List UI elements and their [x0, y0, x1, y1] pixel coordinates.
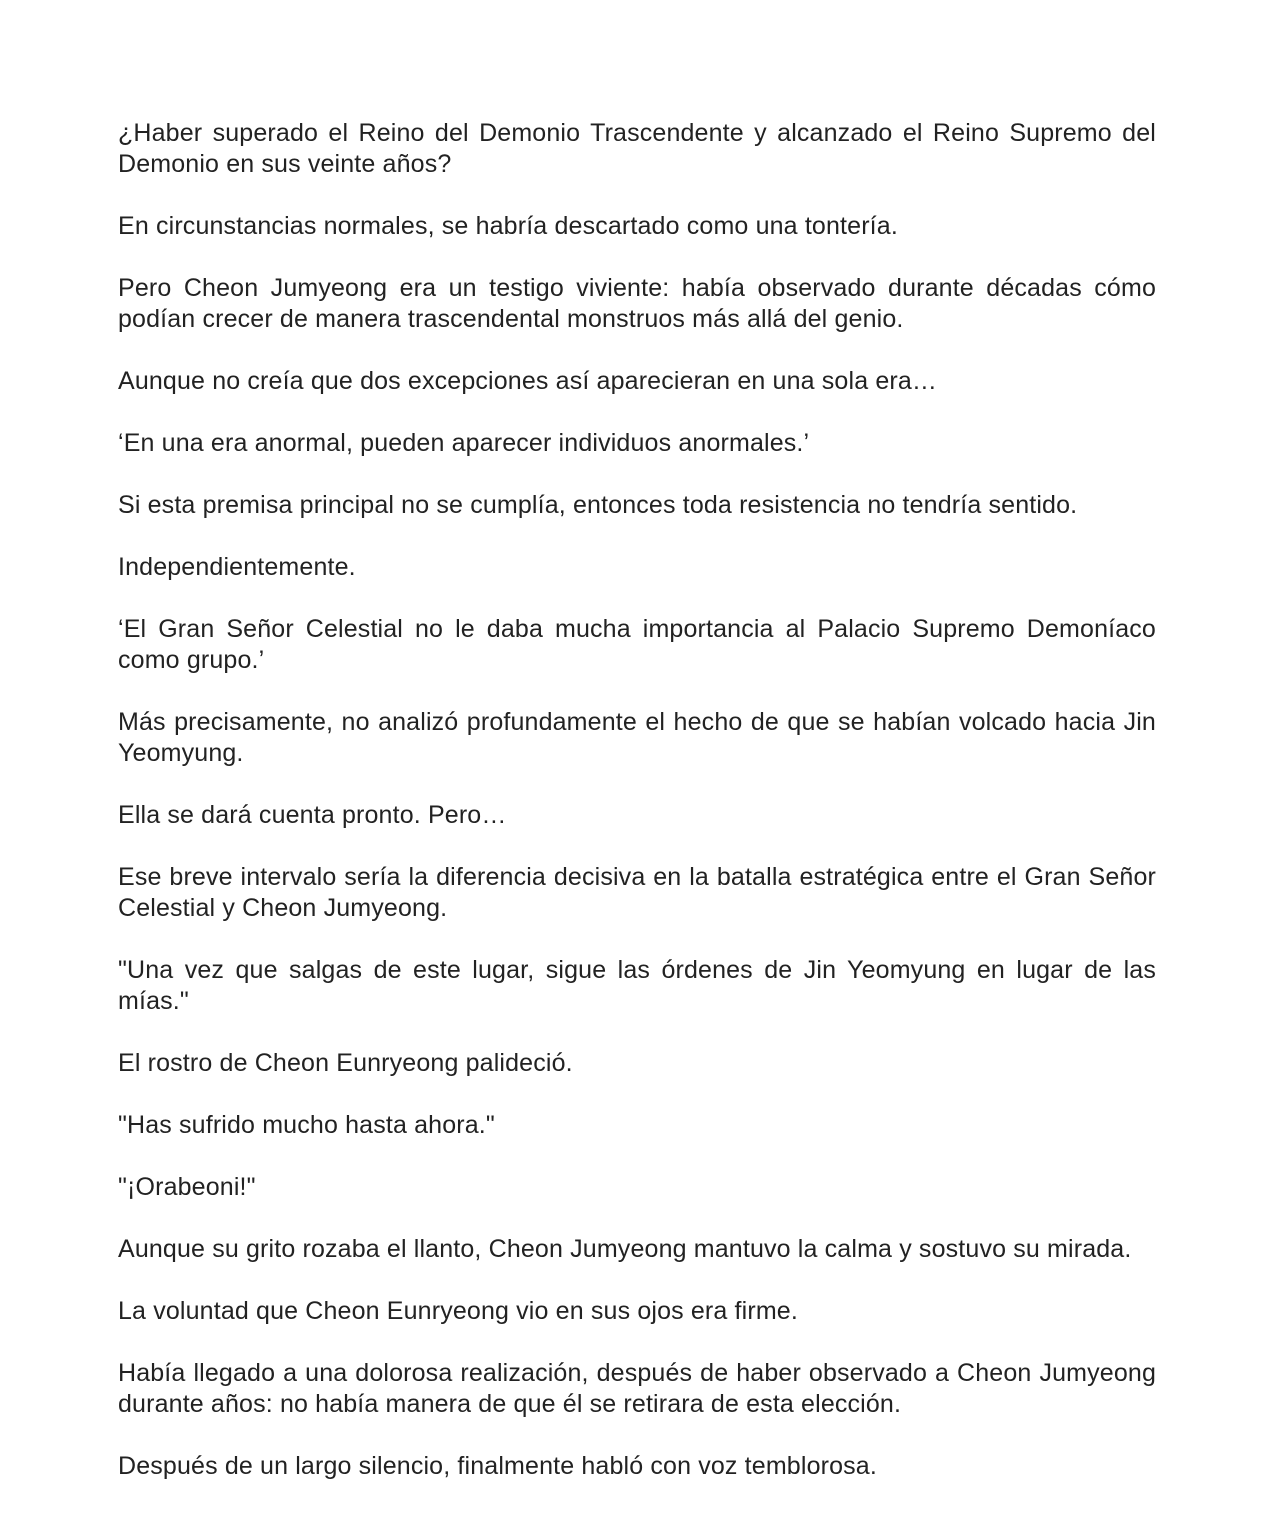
paragraph: Ella se dará cuenta pronto. Pero…	[118, 801, 507, 829]
paragraph: "Has sufrido mucho hasta ahora."	[118, 1111, 495, 1139]
paragraph: En circunstancias normales, se habría descartado como una tontería.	[118, 212, 898, 240]
paragraph: ‘En una era anormal, pueden aparecer individuos anormales.’	[118, 429, 810, 457]
paragraph: Si esta premisa principal no se cumplía, entonces toda resistencia no tendría sentido.	[118, 491, 1078, 519]
paragraph: "¡Orabeoni!"	[118, 1173, 256, 1201]
paragraph: El rostro de Cheon Eunryeong palideció.	[118, 1049, 573, 1077]
paragraph: Aunque no creía que dos excepciones así aparecieran en una sola era…	[118, 367, 938, 395]
paragraph: Independientemente.	[118, 553, 356, 581]
paragraph: Más precisamente, no analizó profundamente el hecho de que se habían volcado hacia Jin Yeomyung.	[118, 708, 1156, 767]
paragraph: Después de un largo silencio, finalmente habló con voz temblorosa.	[118, 1452, 877, 1480]
paragraph: Ese breve intervalo sería la diferencia decisiva en la batalla estratégica entre el Gran Señor Celestial y Cheon Jumyeong.	[118, 863, 1156, 922]
paragraph: "Una vez que salgas de este lugar, sigue las órdenes de Jin Yeomyung en lugar de las mías."	[118, 956, 1156, 1015]
paragraph: Había llegado a una dolorosa realización, después de haber observado a Cheon Jumyeong durante años: no había manera de que él se retirara de esta elección.	[118, 1359, 1156, 1418]
paragraph: ¿Haber superado el Reino del Demonio Trascendente y alcanzado el Reino Supremo del Demonio en sus veinte años?	[118, 119, 1156, 178]
paragraph: Pero Cheon Jumyeong era un testigo viviente: había observado durante décadas cómo podían crecer de manera trascendental monstruos más allá del genio.	[118, 274, 1156, 333]
paragraph: Aunque su grito rozaba el llanto, Cheon Jumyeong mantuvo la calma y sostuvo su mirada.	[118, 1235, 1132, 1263]
document-body	[118, 118, 1156, 1513]
paragraph: ‘El Gran Señor Celestial no le daba mucha importancia al Palacio Supremo Demoníaco como grupo.’	[118, 615, 1156, 674]
paragraph: La voluntad que Cheon Eunryeong vio en sus ojos era firme.	[118, 1297, 798, 1325]
